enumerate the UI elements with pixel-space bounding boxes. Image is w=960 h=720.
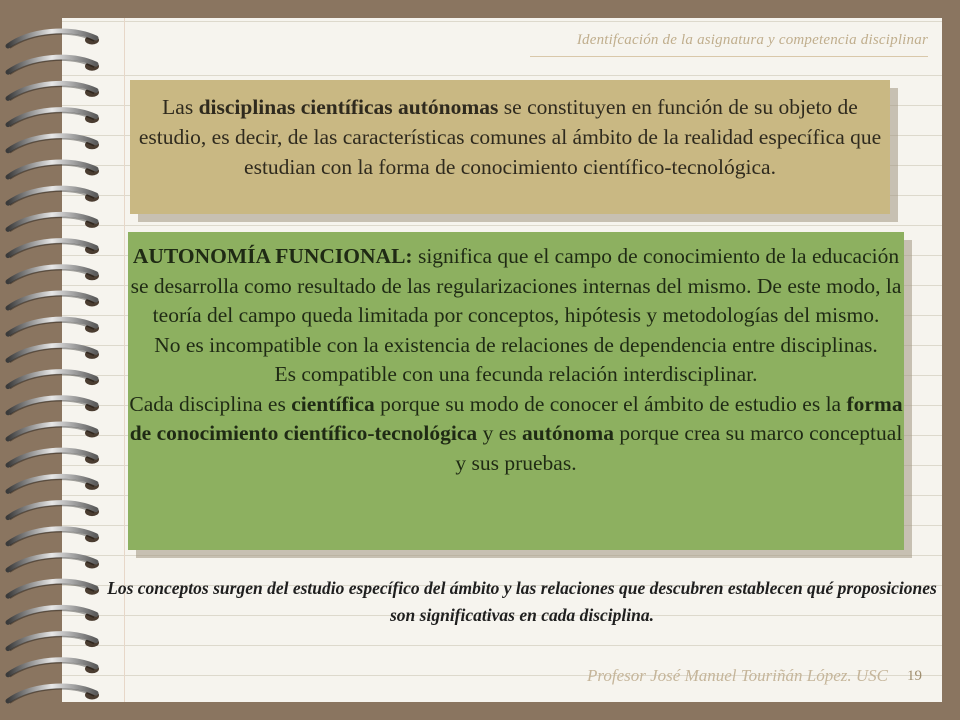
spiral-coil xyxy=(8,162,96,177)
spiral-coil xyxy=(8,293,96,308)
p4-part-c: porque su modo de conocer el ámbito de estudio es la xyxy=(374,391,847,416)
autonomy-paragraph-4 xyxy=(128,390,904,479)
spiral-coil xyxy=(8,660,96,675)
spiral-coil xyxy=(8,529,96,544)
page-number: 19 xyxy=(907,668,922,684)
spiral-coil xyxy=(8,686,96,701)
spiral-coil xyxy=(8,319,96,334)
p4-part-g: porque crea su marco conceptual y sus pruebas. xyxy=(455,421,903,475)
spiral-coil xyxy=(8,503,96,518)
definition-box xyxy=(130,80,890,214)
spiral-coil xyxy=(8,241,96,256)
definition-text-end: se constituyen en función de su objeto de estudio, es decir, de las características comunes al ámbito de la realidad específica que estudian con la forma de conocimiento científico-tecnológica. xyxy=(138,95,882,179)
spiral-coil xyxy=(8,57,96,72)
p4-part-a: Cada disciplina es xyxy=(129,391,292,416)
header-rule xyxy=(530,56,928,57)
spiral-coil xyxy=(8,267,96,282)
spiral-coil xyxy=(8,424,96,439)
autonomy-paragraph-2: No es incompatible con la existencia de relaciones de dependencia entre disciplinas. xyxy=(154,332,878,357)
spiral-coil xyxy=(8,634,96,649)
autonomy-definition: significa que el campo de conocimiento de la educación se desarrolla como resultado de las regularizaciones internas del mismo. De este modo, la teoría del campo queda limitada por conceptos, hipótesis y metodologías del mismo. xyxy=(130,244,902,327)
spiral-coil xyxy=(8,581,96,596)
spiral-coil xyxy=(8,450,96,465)
spiral-coil xyxy=(8,372,96,387)
spiral-coil xyxy=(8,136,96,151)
spiral-coil xyxy=(8,110,96,125)
autonomy-heading: AUTONOMÍA FUNCIONAL: xyxy=(132,244,413,268)
notebook-page xyxy=(62,18,942,702)
spiral-coil xyxy=(8,214,96,229)
p4-bold-forma: forma de conocimiento científico-tecnológica xyxy=(129,391,903,445)
spiral-coil xyxy=(8,345,96,360)
author-signature: Profesor José Manuel Touriñán López. USC xyxy=(587,666,888,685)
p4-part-e: y es xyxy=(477,421,522,445)
p4-bold-autonoma: autónoma xyxy=(521,421,614,445)
spiral-coil xyxy=(8,83,96,98)
slide-header: Identifcación de la asignatura y competencia disciplinar xyxy=(576,32,928,48)
spiral-coil xyxy=(8,476,96,491)
definition-text-bold: disciplinas científicas autónomas xyxy=(198,95,499,119)
spiral-coil xyxy=(8,188,96,203)
spiral-coil xyxy=(8,555,96,570)
functional-autonomy-box xyxy=(128,232,904,550)
spiral-binding xyxy=(0,0,110,720)
autonomy-paragraph-1 xyxy=(128,242,904,331)
spiral-coil xyxy=(8,398,96,413)
definition-text-start: Las xyxy=(162,95,199,119)
footer-quote: Los conceptos surgen del estudio específico del ámbito y las relaciones que descubren establecen qué proposiciones son significativas en cada disciplina. xyxy=(107,578,937,625)
spiral-coil xyxy=(8,31,96,46)
autonomy-paragraph-3: Es compatible con una fecunda relación interdisciplinar. xyxy=(274,362,758,386)
spiral-coil xyxy=(8,607,96,622)
p4-bold-cientifica: científica xyxy=(291,391,375,416)
